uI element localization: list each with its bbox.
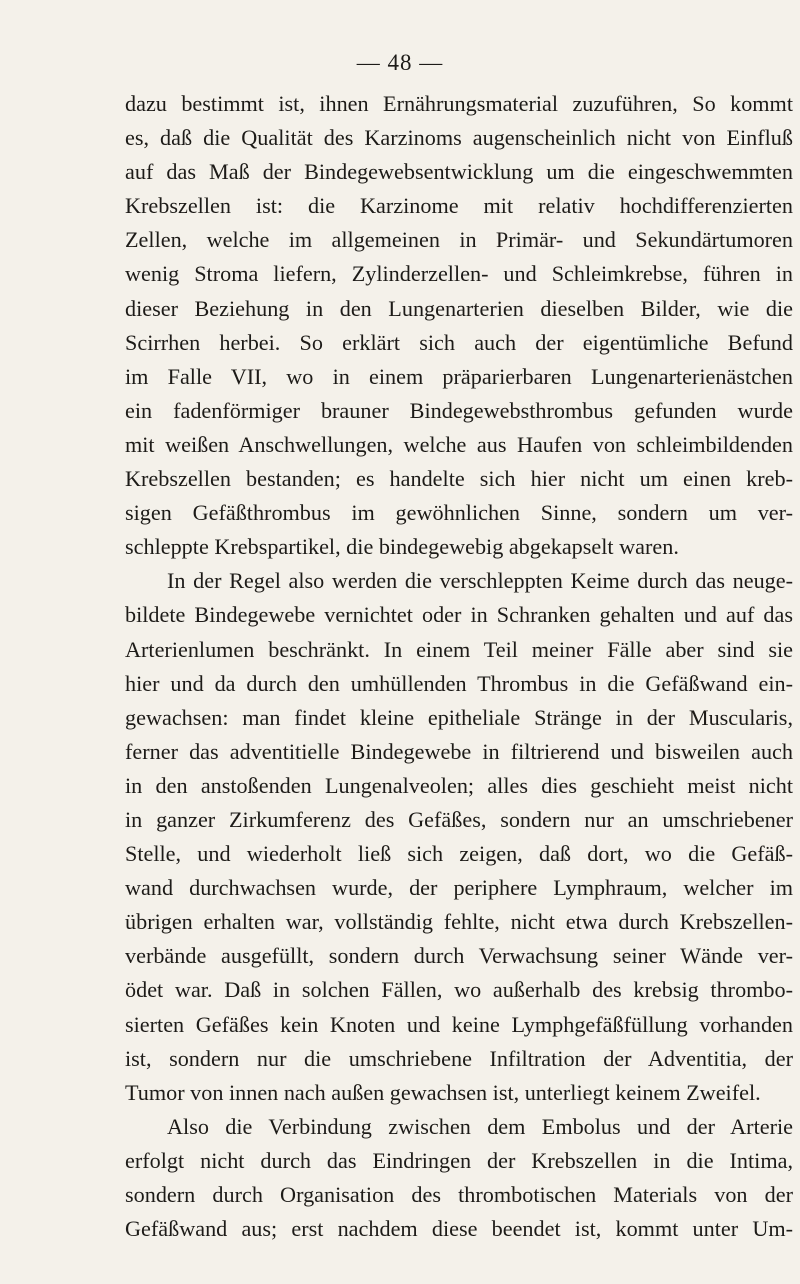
text-line: mit weißen Anschwellungen, welche aus Haufen von schleimbildenden [125,431,793,457]
text-line: es, daß die Qualität des Karzinoms augenscheinlich nicht von Einfluß [125,125,793,151]
text-line: übrigen erhalten war, vollständig fehlte, nicht etwa durch Krebszellen- [125,909,793,935]
text-line: wenig Stroma liefern, Zylinderzellen- und Schleimkrebse, führen in [125,261,793,287]
text-line: sigen Gefäßthrombus im gewöhnlichen Sinne, sondern um ver- [125,500,793,526]
text-line: verbände ausgefüllt, sondern durch Verwachsung seiner Wände ver- [125,943,793,969]
paragraph-2 [125,564,793,1110]
text-line: ferner das adventitielle Bindegewebe in filtrierend und bisweilen auch [125,738,793,764]
text-line: bildete Bindegewebe vernichtet oder in Schranken gehalten und auf das [125,602,793,628]
text-line: Also die Verbindung zwischen dem Embolus und der Arterie [167,1113,793,1139]
text-line: in den anstoßenden Lungenalveolen; alles dies geschieht meist nicht [125,772,793,798]
paragraph-1 [125,87,793,564]
text-line: Zellen, welche im allgemeinen in Primär- und Sekundärtumoren [125,227,793,253]
text-line: dieser Beziehung in den Lungenarterien dieselben Bilder, wie die [125,295,793,321]
text-line: schleppte Krebspartikel, die bindegewebig abgekapselt waren. [125,534,679,560]
text-line: sierten Gefäßes kein Knoten und keine Lymphgefäßfüllung vorhanden [125,1011,793,1037]
text-line: ein fadenförmiger brauner Bindegewebsthrombus gefunden wurde [125,397,793,423]
text-line: gewachsen: man findet kleine epitheliale Stränge in der Muscularis, [125,704,793,730]
text-line: im Falle VII, wo in einem präparierbaren Lungenarterienästchen [125,363,793,389]
text-line: Krebszellen ist: die Karzinome mit relativ hochdifferenzierten [125,193,793,219]
text-line: wand durchwachsen wurde, der periphere Lymphraum, welcher im [125,875,793,901]
text-line: ist, sondern nur die umschriebene Infiltration der Adventitia, der [125,1045,793,1071]
text-line: sondern durch Organisation des thrombotischen Materials von der [125,1182,793,1207]
text-line: In der Regel also werden die verschleppten Keime durch das neuge- [167,568,793,594]
text-line: Tumor von innen nach außen gewachsen ist, unterliegt keinem Zweifel. [125,1079,761,1105]
text-line: Arterienlumen beschränkt. In einem Teil meiner Fälle aber sind sie [125,636,793,662]
text-line: ödet war. Daß in solchen Fällen, wo außerhalb des krebsig thrombo- [125,977,793,1003]
text-line: in ganzer Zirkumferenz des Gefäßes, sondern nur an umschriebener [125,806,793,832]
text-line: Stelle, und wiederholt ließ sich zeigen, daß dort, wo die Gefäß- [125,841,793,867]
text-line: Scirrhen herbei. So erklärt sich auch der eigentümliche Befund [125,329,793,355]
text-line: Gefäßwand aus; erst nachdem diese beendet ist, kommt unter Um- [125,1216,793,1242]
paragraph-3 [125,1110,793,1246]
text-line: erfolgt nicht durch das Eindringen der Krebszellen in die Intima, [125,1147,793,1173]
page-number: — 48 — [356,50,444,75]
text-line: auf das Maß der Bindegewebsentwicklung um die eingeschwemmten [125,159,793,185]
text-line: hier und da durch den umhüllenden Thrombus in die Gefäßwand ein- [125,670,793,696]
text-line: Krebszellen bestanden; es handelte sich hier nicht um einen kreb- [125,466,793,492]
text-line: dazu bestimmt ist, ihnen Ernährungsmaterial zuzuführen, So kommt [125,91,793,116]
body-text [125,87,793,1246]
